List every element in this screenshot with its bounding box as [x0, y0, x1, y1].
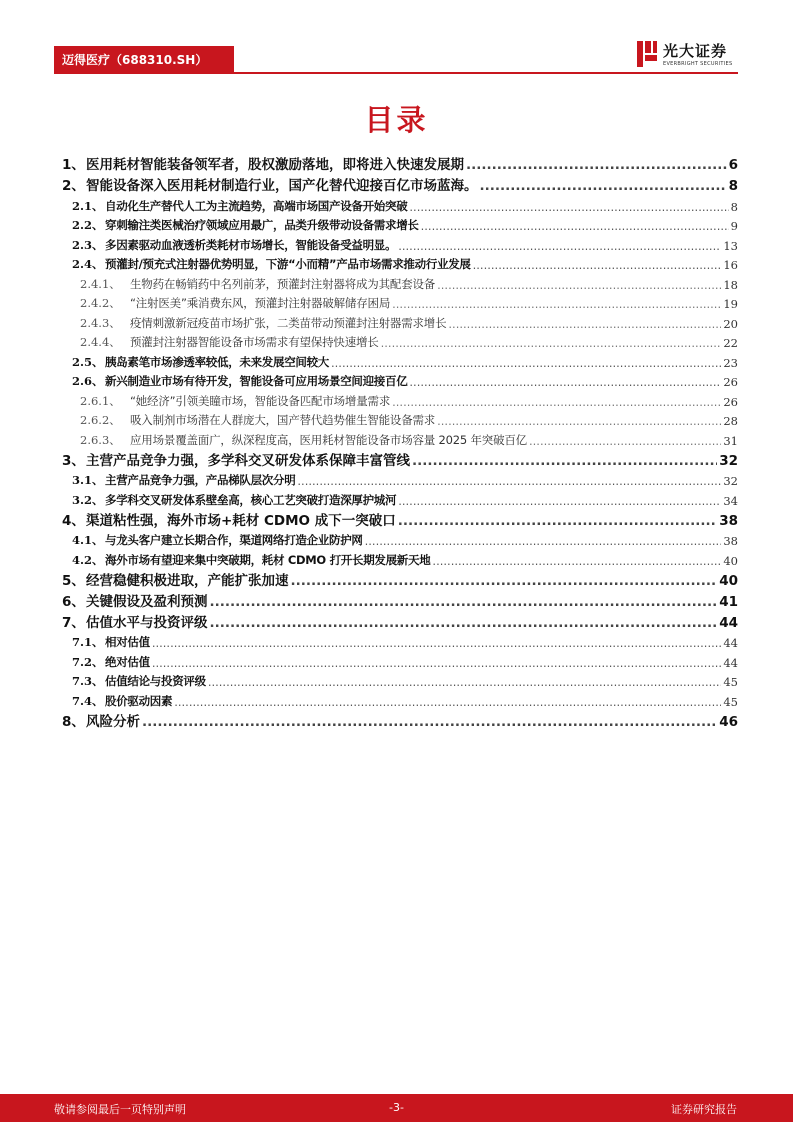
toc-leader-dots: [392, 395, 721, 409]
toc-entry-title: 估值水平与投资评级: [86, 614, 208, 631]
toc-entry-title: “她经济”引领美瞳市场，智能设备匹配市场增量需求: [130, 393, 391, 408]
toc-entry-number: 2.6.1、: [80, 393, 121, 408]
toc-leader-dots: [448, 317, 721, 331]
toc-entry-number: 3.1、: [72, 473, 104, 487]
toc-entry-page: 46: [719, 713, 738, 730]
toc-entry-level-2[interactable]: [62, 469, 738, 489]
toc-entry-title: “注射医美”乘消费东风，预灌封注射器破解储存困局: [130, 296, 391, 310]
toc-entry-title: 股价驱动因素: [105, 693, 173, 708]
toc-leader-dots: [480, 178, 727, 194]
toc-entry-title: 预灌封注射器智能设备市场需求有望保持快速增长: [130, 335, 379, 349]
toc-entry-page: 9: [730, 219, 738, 233]
toc-entry-number: 3.2、: [72, 492, 104, 507]
toc-leader-dots: [365, 534, 722, 548]
toc-entry-title: 应用场景覆盖面广，纵深程度高，医用耗材智能设备市场容量 2025 年突破百亿: [130, 432, 527, 447]
toc-entry-title: 穿刺输注类医械治疗领域应用最广，品类升级带动设备需求增长: [105, 218, 419, 232]
toc-leader-dots: [381, 336, 722, 350]
toc-entry-level-2[interactable]: [62, 194, 738, 214]
toc-entry-level-2[interactable]: [62, 350, 738, 370]
toc-entry-page: 16: [723, 258, 738, 272]
toc-entry-title: 智能设备深入医用耗材制造行业，国产化替代迎接百亿市场蓝海。: [86, 178, 478, 194]
logo-subtext: EVERBRIGHT SECURITIES: [663, 61, 733, 67]
header-divider: [54, 72, 738, 74]
toc-entry-level-1[interactable]: [62, 448, 738, 469]
toc-entry-page: 44: [723, 636, 738, 650]
toc-leader-dots: [208, 675, 722, 689]
toc-entry-level-2[interactable]: [62, 233, 738, 253]
toc-entry-number: 7.3、: [72, 674, 104, 688]
toc-entry-number: 2.4.2、: [80, 296, 121, 310]
toc-entry-number: 2、: [62, 178, 85, 194]
toc-entry-level-3[interactable]: [62, 331, 738, 351]
everbright-logo-icon: [636, 40, 658, 68]
toc-entry-page: 41: [719, 593, 738, 610]
toc-entry-page: 8: [728, 178, 738, 194]
toc-entry-number: 5、: [62, 572, 85, 589]
logo-text: 光大证券: [663, 42, 728, 60]
toc-entry-number: 2.4、: [72, 257, 104, 271]
toc-entry-title: 吸入制剂市场潜在人群庞大，国产替代趋势催生智能设备需求: [130, 413, 436, 427]
toc-leader-dots: [466, 157, 727, 173]
toc-entry-page: 18: [723, 277, 738, 292]
page-title: 目录: [364, 103, 429, 137]
toc-entry-title: 生物药在畅销药中名列前茅，预灌封注射器将成为其配套设备: [130, 276, 436, 291]
toc-entry-title: 主营产品竞争力强，多学科交叉研发体系保障丰富管线: [86, 452, 410, 469]
toc-entry-number: 6、: [62, 593, 85, 610]
toc-entry-level-1[interactable]: [62, 152, 738, 173]
toc-leader-dots: [437, 278, 721, 292]
toc-entry-page: 44: [723, 655, 738, 670]
toc-entry-number: 1、: [62, 157, 85, 173]
toc-leader-dots: [297, 474, 721, 488]
toc-entry-title: 多学科交叉研发体系壁垒高，核心工艺突破打造深厚护城河: [105, 492, 397, 507]
toc-entry-number: 7、: [62, 614, 85, 631]
toc-entry-title: 风险分析: [86, 713, 140, 730]
toc-entry-number: 2.5、: [72, 354, 104, 369]
toc-entry-page: 32: [723, 474, 738, 488]
toc-leader-dots: [210, 615, 718, 631]
toc-entry-title: 估值结论与投资评级: [105, 674, 206, 688]
toc-entry-title: 渠道粘性强，海外市场+耗材 CDMO 成下一突破口: [86, 512, 396, 529]
toc-entry-level-2[interactable]: [62, 670, 738, 690]
toc-entry-page: 44: [719, 614, 738, 631]
toc-leader-dots: [331, 356, 721, 370]
toc-leader-dots: [210, 594, 718, 610]
toc-entry-page: 32: [719, 452, 738, 469]
toc-entry-page: 38: [723, 534, 738, 548]
toc-entry-number: 2.6.3、: [80, 432, 121, 447]
toc-leader-dots: [421, 219, 729, 233]
toc-entry-title: 主营产品竞争力强，产品梯队层次分明: [105, 473, 296, 487]
company-tag: 迈得医疗（688310.SH）: [54, 46, 234, 74]
toc-entry-page: 26: [723, 394, 738, 409]
toc-entry-title: 医用耗材智能装备领军者，股权激励落地，即将进入快速发展期: [86, 157, 464, 173]
toc-entry-page: 40: [723, 553, 738, 568]
toc-entry-number: 2.6、: [72, 374, 104, 388]
toc-entry-level-1[interactable]: [62, 568, 738, 589]
toc-entry-level-3[interactable]: [62, 292, 738, 312]
toc-entry-level-3[interactable]: [62, 409, 738, 429]
toc-entry-number: 8、: [62, 713, 85, 730]
page-number: -3-: [389, 1101, 404, 1114]
toc-entry-title: 胰岛素笔市场渗透率较低，未来发展空间较大: [105, 354, 329, 369]
toc-entry-number: 3、: [62, 452, 85, 469]
toc-leader-dots: [291, 573, 718, 589]
toc-entry-page: 19: [723, 297, 738, 311]
footer-disclaimer[interactable]: 敬请参阅最后一页特别声明: [54, 1103, 186, 1116]
toc-leader-dots: [398, 239, 721, 253]
toc-entry-number: 7.1、: [72, 635, 104, 649]
toc-entry-title: 预灌封/预充式注射器优势明显，下游“小而精”产品市场需求推动行业发展: [105, 257, 471, 271]
toc-entry-title: 相对估值: [105, 635, 150, 649]
toc-entry-level-2[interactable]: [62, 253, 738, 273]
toc-leader-dots: [409, 200, 728, 214]
toc-entry-number: 7.2、: [72, 654, 104, 669]
toc-entry-page: 31: [723, 433, 738, 448]
toc-entry-number: 2.6.2、: [80, 413, 121, 427]
toc-entry-level-2[interactable]: [62, 529, 738, 549]
toc-entry-number: 7.4、: [72, 693, 104, 708]
toc-entry-page: 6: [728, 157, 738, 173]
toc-entry-level-1[interactable]: [62, 173, 738, 194]
toc-entry-page: 38: [719, 512, 738, 529]
footer-bar: [0, 1094, 793, 1122]
toc-entry-level-3[interactable]: [62, 389, 738, 409]
toc-entry-title: 多因素驱动血液透析类耗材市场增长，智能设备受益明显。: [105, 237, 397, 252]
toc-entry-level-1[interactable]: [62, 610, 738, 631]
toc-entry-number: 2.3、: [72, 237, 104, 252]
toc-entry-number: 4.2、: [72, 552, 104, 567]
brand-logo: [636, 40, 736, 70]
footer-report-type: 证券研究报告: [671, 1103, 737, 1116]
toc-entry-page: 13: [723, 238, 738, 253]
toc-entry-page: 34: [723, 493, 738, 508]
toc-entry-title: 与龙头客户建立长期合作，渠道网络打造企业防护网: [105, 533, 363, 547]
toc-entry-title: 海外市场有望迎来集中突破期，耗材 CDMO 打开长期发展新天地: [105, 552, 431, 567]
toc-entry-page: 22: [723, 336, 738, 350]
toc-entry-page: 23: [723, 355, 738, 370]
toc-entry-number: 2.2、: [72, 218, 104, 232]
toc-entry-title: 疫情刺激新冠疫苗市场扩张，二类苗带动预灌封注射器需求增长: [130, 315, 447, 330]
toc-entry-title: 新兴制造业市场有待开发，智能设备可应用场景空间迎接百亿: [105, 374, 408, 388]
toc-leader-dots: [152, 636, 722, 650]
toc-entry-number: 2.4.4、: [80, 335, 121, 349]
toc-leader-dots: [398, 494, 721, 508]
toc-entry-page: 20: [723, 316, 738, 331]
toc-leader-dots: [473, 258, 722, 272]
toc-entry-number: 4、: [62, 512, 85, 529]
toc-entry-number: 2.1、: [72, 198, 104, 213]
toc-leader-dots: [174, 695, 721, 709]
toc-leader-dots: [152, 656, 722, 670]
toc-entry-page: 28: [723, 414, 738, 428]
toc-entry-level-3[interactable]: [62, 428, 738, 448]
toc-entry-number: 2.4.3、: [80, 315, 121, 330]
toc-entry-number: 2.4.1、: [80, 276, 121, 291]
toc-entry-level-2[interactable]: [62, 370, 738, 390]
toc-leader-dots: [529, 434, 721, 448]
table-of-contents: [62, 152, 738, 730]
toc-entry-page: 40: [719, 572, 738, 589]
toc-entry-title: 绝对估值: [105, 654, 150, 669]
toc-entry-level-2[interactable]: [62, 650, 738, 670]
toc-entry-title: 经营稳健积极进取，产能扩张加速: [86, 572, 289, 589]
toc-entry-level-3[interactable]: [62, 311, 738, 331]
toc-entry-page: 45: [723, 694, 738, 709]
toc-entry-level-2[interactable]: [62, 631, 738, 651]
toc-entry-number: 4.1、: [72, 533, 104, 547]
toc-leader-dots: [412, 453, 717, 469]
toc-entry-level-3[interactable]: [62, 272, 738, 292]
toc-leader-dots: [398, 513, 717, 529]
toc-leader-dots: [142, 714, 717, 730]
toc-leader-dots: [392, 297, 721, 311]
toc-entry-title: 自动化生产替代人工为主流趋势，高端市场国产设备开始突破: [105, 198, 408, 213]
toc-entry-level-2[interactable]: [62, 689, 738, 709]
toc-entry-level-1[interactable]: [62, 508, 738, 529]
toc-entry-level-2[interactable]: [62, 488, 738, 508]
toc-leader-dots: [432, 554, 721, 568]
toc-entry-level-2[interactable]: [62, 548, 738, 568]
toc-entry-level-2[interactable]: [62, 214, 738, 234]
toc-entry-level-1[interactable]: [62, 589, 738, 610]
toc-entry-title: 关键假设及盈利预测: [86, 593, 208, 610]
toc-leader-dots: [409, 375, 721, 389]
toc-leader-dots: [437, 414, 721, 428]
toc-entry-page: 26: [723, 375, 738, 389]
toc-entry-page: 8: [730, 199, 738, 214]
toc-entry-page: 45: [723, 675, 738, 689]
toc-entry-level-1[interactable]: [62, 709, 738, 730]
